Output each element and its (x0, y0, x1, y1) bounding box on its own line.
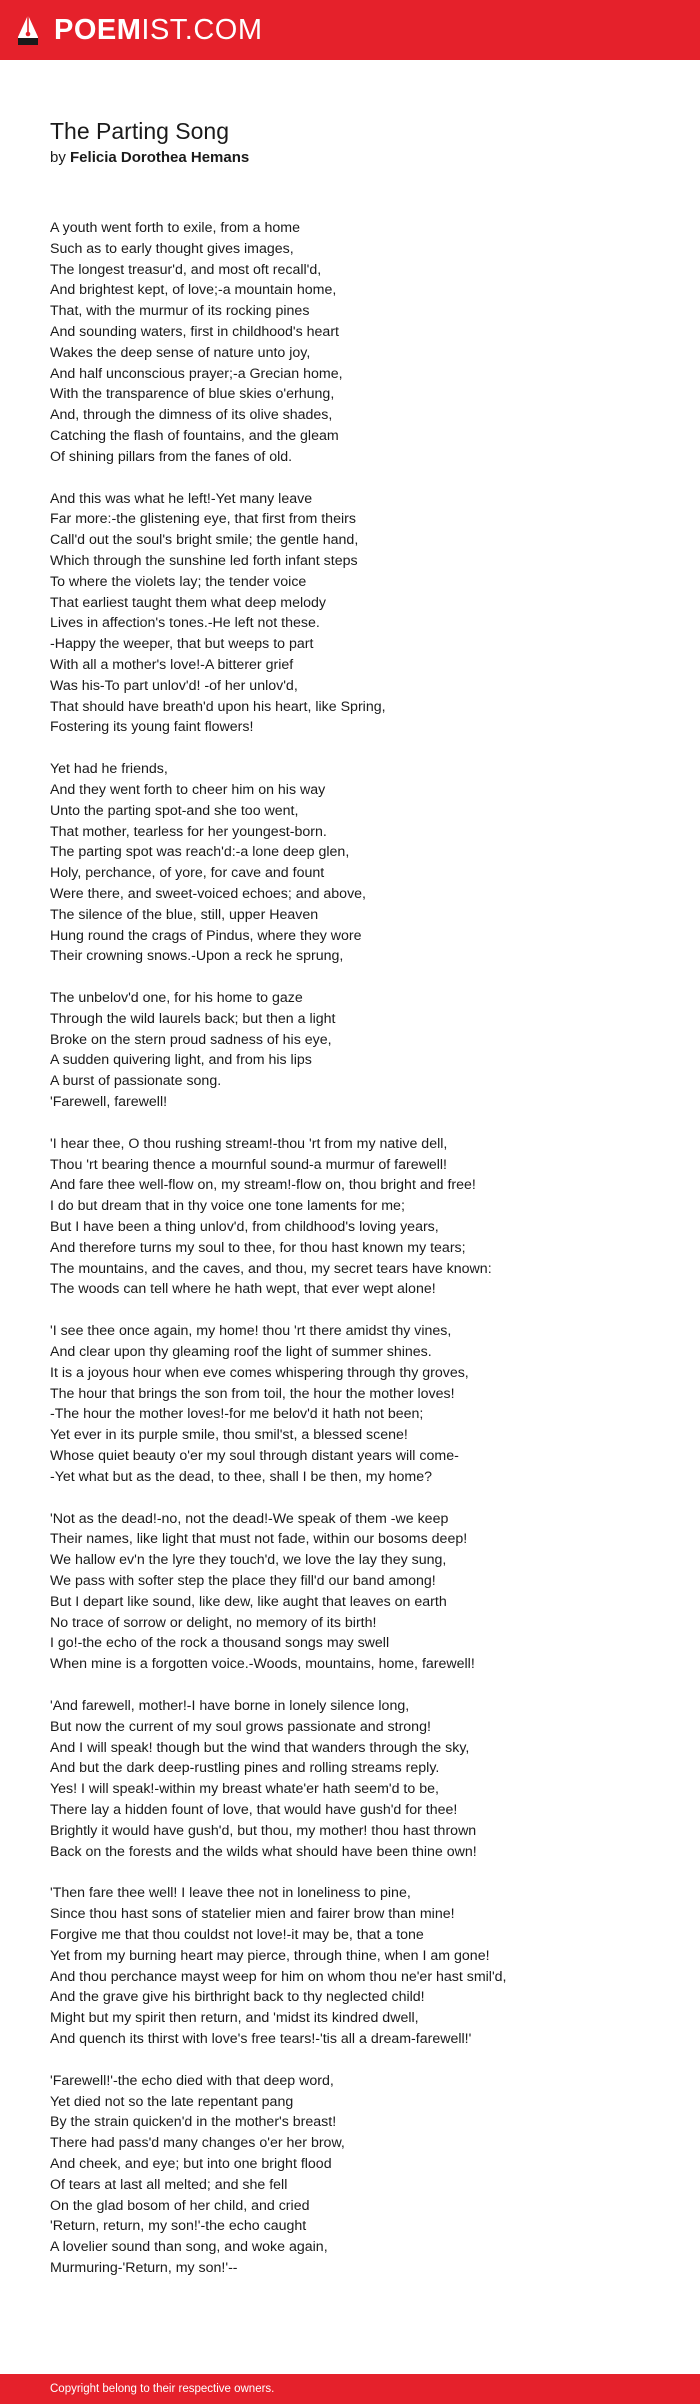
poem-line: A youth went forth to exile, from a home (50, 220, 300, 236)
poem-line: Broke on the stern proud sadness of his eye, (50, 1031, 332, 1048)
poem-line: But I depart like sound, like dew, like aught that leaves on earth (50, 1593, 447, 1610)
poem-line: Was his-To part unlov'd! -of her unlov'd, (50, 677, 298, 694)
poem-line: Their names, like light that must not fade, within our bosoms deep! (50, 1531, 468, 1548)
poem-line: Yes! I will speak!-within my breast whate'er hath seem'd to be, (50, 1781, 439, 1798)
poem-line: Through the wild laurels back; but then a light (50, 1010, 336, 1027)
poem-line: There had pass'd many changes o'er her brow, (50, 2135, 345, 2152)
poem-line: Of tears at last all melted; and she fell (50, 2176, 288, 2193)
poem-line: 'I hear thee, O thou rushing stream!-thou 'rt from my native dell, (50, 1135, 448, 1152)
poem-line: Yet had he friends, (50, 761, 168, 778)
poem-line: It is a joyous hour when eve comes whispering through thy groves, (50, 1364, 469, 1381)
poem-line: A burst of passionate song. (50, 1073, 222, 1090)
poem-title: The Parting Song (50, 118, 230, 144)
poem-stanza (50, 1321, 670, 1487)
poem-line: And this was what he left!-Yet many leave (50, 490, 313, 507)
poem-stanza (50, 218, 670, 468)
poem-author[interactable]: Felicia Dorothea Hemans (70, 149, 250, 166)
poem-line: The woods can tell where he hath wept, that ever wept alone! (50, 1281, 436, 1298)
by-label: by (50, 149, 71, 166)
poem-line: Yet died not so the late repentant pang (50, 2093, 294, 2110)
poem-line: Of shining pillars from the fanes of old. (50, 448, 293, 465)
poem-line: No trace of sorrow or delight, no memory of its birth! (50, 1614, 377, 1631)
poem-line: When mine is a forgotten voice.-Woods, mountains, home, farewell! (50, 1656, 475, 1673)
poem-line: And quench its thirst with love's free tears!-'tis all a dream-farewell!' (50, 2030, 472, 2047)
poem-stanza (50, 1509, 670, 1675)
poem-line: I go!-the echo of the rock a thousand songs may swell (50, 1635, 390, 1652)
poem-stanza (50, 489, 670, 739)
poem-line: 'And farewell, mother!-I have borne in lonely silence long, (50, 1698, 410, 1714)
poem-line: And fare thee well-flow on, my stream!-flow on, thou bright and free! (50, 1177, 476, 1194)
poem-line: There lay a hidden fount of love, that would have gush'd for thee! (50, 1801, 458, 1818)
poem-line: Fostering its young faint flowers! (50, 719, 254, 736)
poem-line: The longest treasur'd, and most oft recall'd, (50, 261, 322, 278)
poem-line: 'Farewell!'-the echo died with that deep word, (50, 2072, 334, 2089)
poem-line: 'Then fare thee well! I leave thee not in loneliness to pine, (50, 1885, 411, 1902)
poem-line: That mother, tearless for her youngest-born. (50, 823, 327, 840)
poem-line: We hallow ev'n the lyre they touch'd, we love the lay they sung, (50, 1552, 447, 1569)
poem-line: Were there, and sweet-voiced echoes; and above, (50, 885, 366, 902)
logo-text-light: IST.COM (141, 14, 263, 46)
poem-stanza (50, 1134, 670, 1300)
poem-line: Far more:-the glistening eye, that first from theirs (50, 511, 356, 528)
poem-line: And, through the dimness of its olive shades, (50, 407, 333, 424)
poem-line: -Happy the weeper, that but weeps to part (50, 636, 314, 653)
site-logo-text (54, 13, 263, 47)
poem-line: Wakes the deep sense of nature unto joy, (50, 344, 311, 361)
poem-line: Lives in affection's tones.-He left not these. (50, 615, 320, 632)
poem-line: Holy, perchance, of yore, for cave and fount (50, 865, 325, 882)
poem-line: 'Return, return, my son!'-the echo caught (50, 2218, 307, 2235)
poem-line: The mountains, and the caves, and thou, my secret tears have known: (50, 1260, 492, 1277)
poem-line: And therefore turns my soul to thee, for thou hast known my tears; (50, 1239, 466, 1256)
poem-line: Back on the forests and the wilds what should have been thine own! (50, 1843, 477, 1860)
poem-line: The parting spot was reach'd:-a lone deep glen, (50, 844, 350, 861)
poem-line: Which through the sunshine led forth infant steps (50, 552, 358, 569)
poem-line: A lovelier sound than song, and woke again, (50, 2239, 328, 2256)
site-header (0, 0, 700, 60)
poem-line: Unto the parting spot-and she too went, (50, 802, 299, 819)
poem-stanza (50, 1696, 670, 1862)
footer-copyright: Copyright belong to their respective owners. (50, 2383, 275, 2395)
poem-line: With the transparence of blue skies o'erhung, (50, 386, 335, 403)
poem-stanza (50, 988, 670, 1113)
poem-line: A sudden quivering light, and from his lips (50, 1052, 312, 1069)
poem-line: 'I see thee once again, my home! thou 'rt there amidst thy vines, (50, 1323, 452, 1340)
poem-line: Since thou hast sons of statelier mien and fairer brow than mine! (50, 1906, 455, 1923)
poem-line: And thou perchance mayst weep for him on whom thou ne'er hast smil'd, (50, 1968, 507, 1985)
poem-line: But now the current of my soul grows passionate and strong! (50, 1718, 431, 1735)
poem-line: Might but my spirit then return, and 'midst its kindred dwell, (50, 2010, 419, 2027)
poem-line: Yet ever in its purple smile, thou smil'st, a blessed scene! (50, 1427, 408, 1444)
poem-line: Forgive me that thou couldst not love!-it may be, that a tone (50, 1926, 424, 1943)
poem-line: To where the violets lay; the tender voice (50, 573, 307, 590)
poem-line: Yet from my burning heart may pierce, through thine, when I am gone! (50, 1947, 490, 1964)
poem-line: -The hour the mother loves!-for me belov'd it hath not been; (50, 1406, 424, 1423)
poem-line: And the grave give his birthright back to thy neglected child! (50, 1989, 425, 2006)
poem-line: And but the dark deep-rustling pines and rolling streams reply. (50, 1760, 440, 1777)
poem-line: With all a mother's love!-A bitterer grief (50, 656, 294, 673)
site-logo[interactable] (16, 13, 263, 47)
poem-stanza (50, 759, 670, 967)
poem-line: Brightly it would have gush'd, but thou, my mother! thou hast thrown (50, 1822, 477, 1839)
poem-stanza (50, 2071, 670, 2279)
poem-line: That earliest taught them what deep melody (50, 594, 327, 611)
poem-line: On the glad bosom of her child, and cried (50, 2197, 310, 2214)
poem-line: And I will speak! though but the wind that wanders through the sky, (50, 1739, 470, 1756)
poem-line: And brightest kept, of love;-a mountain home, (50, 282, 337, 299)
poem-line: Such as to early thought gives images, (50, 240, 294, 257)
poem-line: The hour that brings the son from toil, the hour the mother loves! (50, 1385, 455, 1402)
poem-line: And cheek, and eye; but into one bright flood (50, 2155, 332, 2172)
poem-line: The unbelov'd one, for his home to gaze (50, 990, 303, 1007)
poem-line: Call'd out the soul's bright smile; the gentle hand, (50, 532, 359, 549)
poem-line: I do but dream that in thy voice one tone laments for me; (50, 1198, 405, 1215)
pen-nib-icon (16, 13, 40, 47)
poem-stanza (50, 1883, 670, 2049)
poem-line: 'Not as the dead!-no, not the dead!-We speak of them -we keep (50, 1510, 449, 1527)
poem-line: That, with the murmur of its rocking pines (50, 303, 310, 320)
poem-body (50, 218, 670, 2300)
poem-line: We pass with softer step the place they fill'd our band among! (50, 1573, 436, 1590)
poem-line: Catching the flash of fountains, and the gleam (50, 427, 339, 444)
poem-line: Their crowning snows.-Upon a reck he sprung, (50, 948, 344, 965)
poem-line: By the strain quicken'd in the mother's breast! (50, 2114, 337, 2131)
poem-line: The silence of the blue, still, upper Heaven (50, 906, 319, 923)
logo-text-bold: POEM (54, 14, 142, 46)
poem-line: And half unconscious prayer;-a Grecian home, (50, 365, 343, 382)
poem-byline (50, 148, 249, 168)
poem-line: And sounding waters, first in childhood's heart (50, 323, 339, 340)
poem-line: 'Farewell, farewell! (50, 1094, 168, 1111)
poem-line: But I have been a thing unlov'd, from childhood's loving years, (50, 1219, 439, 1236)
poem-line: Whose quiet beauty o'er my soul through distant years will come- (50, 1448, 459, 1465)
poem-line: Hung round the crags of Pindus, where they wore (50, 927, 362, 944)
poem-line: And they went forth to cheer him on his way (50, 781, 326, 798)
poem-line: And clear upon thy gleaming roof the light of summer shines. (50, 1344, 432, 1361)
poem-line: -Yet what but as the dead, to thee, shall I be then, my home? (50, 1468, 432, 1485)
site-footer (0, 2374, 700, 2404)
poem-line: That should have breath'd upon his heart, like Spring, (50, 698, 386, 715)
poem-line: Murmuring-'Return, my son!'-- (50, 2259, 238, 2276)
poem-line: Thou 'rt bearing thence a mournful sound-a murmur of farewell! (50, 1156, 448, 1173)
